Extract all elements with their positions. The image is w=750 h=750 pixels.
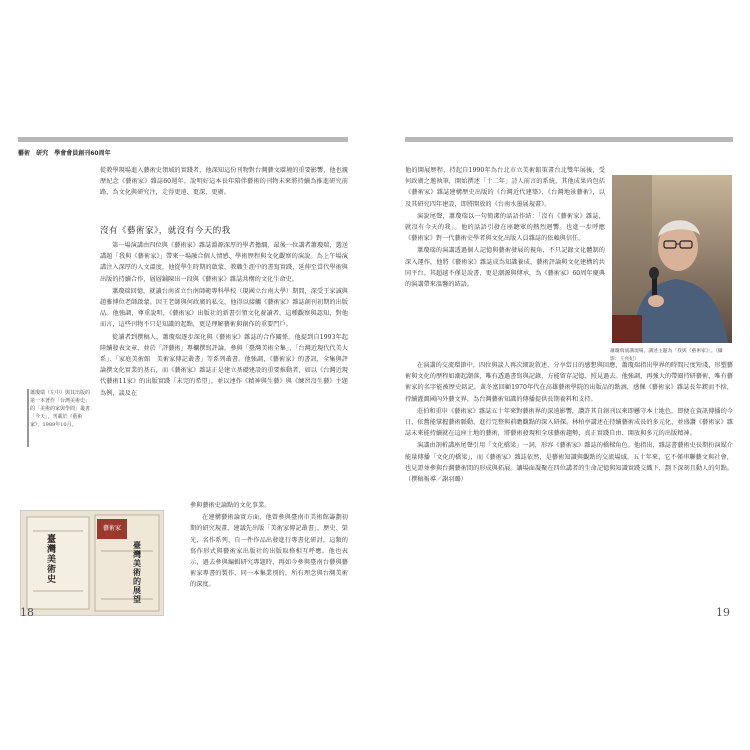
- right-para: 在演講的交流環節中，四位與談人再次細說敘述，分享當日的感想與回應，蕭瓊瑞指出學界的時間尺度短淺，形塑藝術與文化的歷程如潮起潮落，唯有透過書寫與記錄，方能留存記憶、照見過去。他強調，再強大的帶圈持研藝術，唯有藝術家的名字能被歷史銘記。黃冬富回顧1970年代在高雄藝術學院的出版品的點滴，感佩《藝術家》雜誌長年鍥而不捨，持續灌溉國內外藝文界，為台灣藝術知識的傳播提供長期養料和支持。: [405, 362, 733, 403]
- header-crumb: 藝術: [18, 150, 31, 157]
- book-spine-text: 藝術家: [103, 525, 122, 532]
- book-title-right: 臺灣美術的展望: [133, 540, 141, 604]
- header-crumb: 學會會員創刊60周年: [54, 150, 111, 157]
- left-para: 從讀者到撰稿人，蕭瓊瑞逐步深化與《藝術家》雜誌的合作關係。他提到自1993年起陸續發表文章，並於「評藝術」專欄撰寫評論，參與「臺灣美術全集」、「台灣近現代代美大系」、「家庭美術館 美術家傳記叢書」等系列叢書。他強調，《藝術家》的書訊，全集與評論撰文化實業的基石，而《藝術家》雜誌正是建立基礎建設的重要推動者，如以《台灣近現代藝術11家》的出版實踐「未完的希望」，並以連作《精神與生藝》與《練習沒生藝》主題為例，談及在: [100, 333, 348, 397]
- right-para: 莊伯和重申《藝術家》雜誌五十年來對藝術界的深遠影響，讚許其自創刊以來即懸守本土地色，即便在資訊傳播的今日，依舊能掌握藝術脈動，進行完整與前瞻觀點的深入研探。林柏亭講述在持續藝術成長的多元化，並盛讚《藝術家》雜誌未來能持續就在這座土地的藝術，將藝術發現和全球藝術趨勢，真正實踐自由、開放與多元的出版精神。: [405, 407, 733, 438]
- page-number-left: 18: [20, 606, 34, 619]
- photo-caption: 蕭瓊瑞演講現場，講述主題為「我與《藝術家》」。（攝影：王亮妃）: [610, 349, 723, 362]
- section-heading: 沒有《藝術家》，就沒有今天的我: [100, 226, 231, 236]
- caption-bar: [27, 389, 29, 447]
- right-para: 演說尾聲，蕭瓊瑞以一句簡潔的話語作結：「沒有《藝術家》雜誌，就沒有今天的我」。他的話語引發在座聽眾的熱烈迴響。也進一步呼應《藝術家》對一代藝術史學者與文化出版人員雜誌的依賴與信任。: [405, 212, 605, 243]
- right-para: 蕭瓊瑞的演講透過個人記憶與藝術發展的視角，不只記錄文化體制的深入運作，他將《藝術家》雜誌成為知識養成、藝術評論與文化建構的共同平台。其超越不僅是說書，更是潮源與傳承，為《藝術家》60周年慶典的演講帶來溫馨的結語。: [405, 247, 605, 289]
- left-intro: [100, 165, 348, 200]
- speaker-illustration: [612, 175, 732, 343]
- left-para: 在建構藝術論實方面，他曾參與臺南市美術館籌劃初期的研究規畫，建議先出版「美術家傳記叢書」，歷史、榮光、名作系列，自一件作品出發進行專書化研討，這類的寫作形式與藝術家出版社的出版取格相互呼應。他也表示，過去參與編輯研究專題時，再如今參與臺南台藝與藝術家專書的製作，同一本集業別的，所有理念與台灣美術的深度。: [190, 514, 348, 589]
- book-title-left: 臺灣美術史: [47, 535, 57, 585]
- header-rule-right: [405, 137, 733, 142]
- left-body-cont: [190, 500, 348, 625]
- right-body-top: [405, 165, 605, 345]
- left-para: 參與藝術史論點的文化事業。: [190, 502, 271, 509]
- page-number-right: 19: [716, 606, 730, 619]
- right-para: 演講由剖析講座尾聲引用「文化橋梁」一詞，形容《藝術家》雜誌的橋樑角色。他指出，雜誌書藝術史長期扮演媒介能量傳播「文化的橋梁」，而《藝術家》雜誌依然，是藝術知識與觀點的交流場域。五十年來，它不僅串聯藝文與社會，也見證並參與台灣藝術間的形成與拓展。讓場面凝聚在四位講者的生命記憶與知識實踐交織下，劃下深刻且動人的句點。（撰稿報導／謝羽璐）: [405, 442, 733, 484]
- left-para: 蕭瓊瑞回憶，就讀台南省立台南師範專科學校（現國立台南大學）期間，深受王家誠與趙雅博位老師啟蒙。因王老師與何政廣的私交，他得以接觸《藝術家》雜誌創刊初期的出版品。他強調，尊重說明，《藝術家》出版社的新書引領文化養讀者，這種觀察與認知，對他而言，這些刊物不只是知識的起點，更是理解藝術與創作的重要門戶。: [100, 287, 348, 329]
- right-body-bottom: [405, 360, 733, 622]
- left-para: 第一場演講由四位與《藝術家》雜誌淵源深厚的學者擔綱，最後一位講者蕭瓊瑞，選送講題「我與《藝術家》」帶來一場融合個人情感、學術歷程與文化觀察的演說。為上午場演講注入深厚的人文溫度，他從學生時期的啟蒙、教職生涯中的書寫實踐，延伸至當代學術與出版的持續合作，層層鋪陳出一段與《藝術家》雜誌共構的文化生命史。: [100, 242, 348, 283]
- running-header: [18, 148, 115, 157]
- header-crumb: 研究: [36, 150, 49, 157]
- side-caption: 蕭瓊瑞（左中）與其出版的第一本著作「台灣美術史」的「美術的家與學問」叢書「今天」，刊載於《藝術家》，1989年10月。: [30, 390, 91, 428]
- speaker-photo: [612, 175, 732, 343]
- header-rule-left: [18, 137, 348, 142]
- right-para: 他的開展歷程，持起自1990年為台北市立美術館策畫台北雙年展後，受何政廣之邀執筆，開始撰述「十二年」詩人前言的系統，其他成果尚包括《藝術家》雜誌建構歷史出版的《台灣近代建築》、《台灣地景藝術》，以及其研究四年建設，即將開放的《台南水墨展規畫》。: [405, 167, 605, 208]
- left-intro-text: 從教學現場進入藝術史領域的實踐者，他深知這份刊物對台灣藝文環境的重要影響，他也親歷紀念《藝術家》雜誌60週年，說明好這本長年陪伴藝術的刊物未來將持續為推進研究前路，為文化與研究注，走得更遠、更深、更廣。: [100, 167, 348, 197]
- book-cover-photo: [20, 510, 164, 616]
